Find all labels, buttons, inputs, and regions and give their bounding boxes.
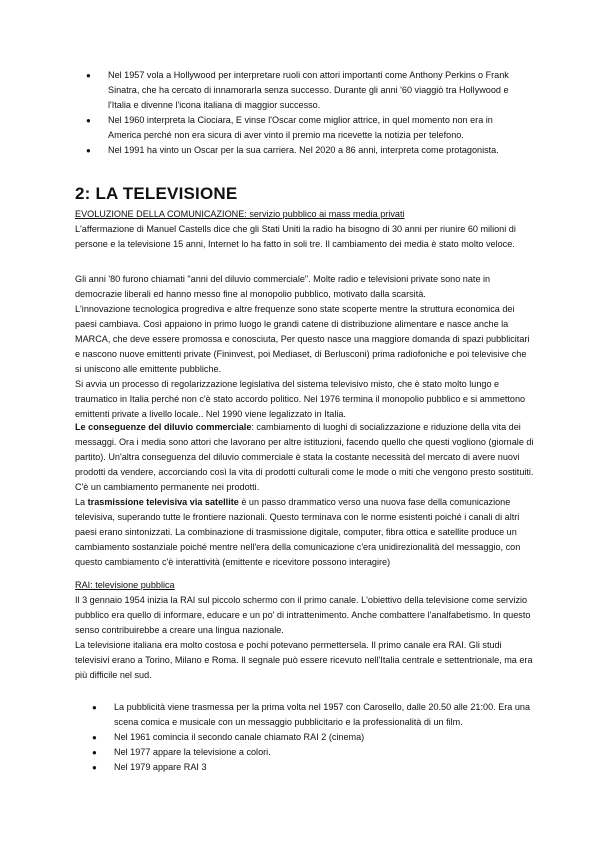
satellite-lead: trasmissione televisiva via satellite [87,497,239,507]
list-item: ● Nel 1957 vola a Hollywood per interpretare ruoli con attori importanti come Anthony Perkins o Frank Sinatra, che ha cercato di innamorarla senza successo. Durante gli anni '60 viaggiò tra Hollywood e l'Italia e divenne l'icona italiana di maggior successo. [86,70,509,110]
rai-heading: RAI: televisione pubblica [75,580,175,590]
bullet-icon: ● [92,733,97,742]
evolution-heading: EVOLUZIONE DELLA COMUNICAZIONE: servizio pubblico ai mass media privati [75,209,405,219]
section-title: 2: LA TELEVISIONE [75,184,238,203]
list-item: ● La pubblicità viene trasmessa per la prima volta nel 1957 con Carosello, dalle 20.50 alle 21:00. Era una scena comica e musicale con un messaggio pubblicitario e la professionalità di un film. [92,702,531,727]
bullet-icon: ● [92,763,97,772]
intro-bullet-list [86,68,526,158]
bullet-icon: ● [92,703,97,712]
consequences-lead: Le conseguenze del diluvio commerciale [75,422,252,432]
consequences-paragraph: Le conseguenze del diluvio commerciale: cambiamento di luoghi di socializzazione e riduzione della vita dei messaggi. Ora i media sono attori che lavorano per altre istituzioni, facendo quello che questi vogliono (giornale di partito). Un'altra conseguenza del diluvio commerciale è stata la costante necessità del mercato di avere nuovi prodotti da vendere, accorciando così la vita di prodotti culturali come le mode o miti che vengono presto sostituiti. C'è un cambiamento permanente nei prodotti. [75,422,534,492]
bullet-icon: ● [86,146,91,155]
list-item: ● Nel 1960 interpreta la Ciociara, E vinse l'Oscar come miglior attrice, in quel momento non era in America perché non era sicura di aver vinto il premio ma ricevette la notizia per telefono. [86,115,493,140]
list-item: ● Nel 1991 ha vinto un Oscar per la sua carriera. Nel 2020 a 86 anni, interpreta come protagonista. [86,143,526,158]
rai-bullet-list [92,700,532,775]
rai-section [75,578,535,683]
list-item: ● Nel 1961 comincia il secondo canale chiamato RAI 2 (cinema) [92,730,532,745]
rai-paragraph-2: La televisione italiana era molto costosa e pochi potevano permettersela. Il primo canale era RAI. Gli studi televisivi erano a Torino, Milano e Roma. Il segnale può essere ricevuto nell'Italia centrale e settentrionale, ma era più difficile nel sud. [75,640,533,680]
bullet-icon: ● [86,116,91,125]
commercial-flood-paragraph: Gli anni '80 furono chiamati "anni del diluvio commerciale". Molte radio e televisioni private sono nate in democrazie liberali ed hanno messo fine al monopolio pubblico, motivato dalla scarsità. [75,274,491,299]
commercial-flood-section [75,272,535,422]
list-item: ● Nel 1979 appare RAI 3 [92,760,532,775]
rai-lead: Il 3 gennaio 1954 inizia la RAI sul piccolo schermo con il primo canale. [75,595,359,605]
regulation-paragraph: Si avvia un processo di regolarizzazione legislativa del sistema televisivo misto, che è stato molto lungo e traumatico in Italia perché non c'è stato accordo politico. Nel 1976 termina il monopolio pubblico e si ammettono emittenti private a livello locale.. Nel 1990 viene legalizzato in Italia. [75,379,526,419]
innovation-paragraph: L'innovazione tecnologica progrediva e altre frequenze sono state scoperte mentre la struttura economica dei paesi cambiava. Così appaiono in primo luogo le grandi catene di distribuzione alimentare e nasce anche la MARCA, che deve essere promossa e conosciuta, Per questo nasce una maggiore domanda di spazi pubblicitari e nascono nuove emittenti private (Fininvest, poi Mediaset, di Berlusconi) prima radiofoniche e poi televisive che si uniscono alle emittente pubbliche. [75,304,530,374]
satellite-paragraph: La trasmissione televisiva via satellite è un passo drammatico verso una nuova fase della comunicazione televisiva, superando tutte le frontiere nazionali. Questo terminava con le norme esistenti poiché i canali di altri paesi erano sintonizzati. La combinazione di trasmissione digitale, computer, fibra ottica e satellite produce un cambiamento sostanziale poiché mentre nell'era della comunicazione c'era unidirezionalità del messaggio, con questo cambiamento c'è interattività (emittente e ricevitore possono interagire) [75,497,521,567]
rai-paragraph: Il 3 gennaio 1954 inizia la RAI sul piccolo schermo con il primo canale. L'obiettivo della televisione come servizio pubblico era quello di informare, educare e un po' di intrattenimento. Anche combattere l'analfabetismo. In questo senso contribuirebbe a creare una lingua nazionale. [75,595,531,635]
consequences-section [75,420,535,570]
evolution-section [75,207,535,252]
bullet-icon: ● [92,748,97,757]
list-item: ● Nel 1977 appare la televisione a colori. [92,745,532,760]
evolution-paragraph: L'affermazione di Manuel Castells dice che gli Stati Uniti la radio ha bisogno di 30 anni per riunire 60 milioni di persone e la televisione 15 anni, Internet lo ha fatto in soli tre. Il cambiamento dei media è stato molto veloce. [75,224,516,249]
bullet-icon: ● [86,71,91,80]
commercial-flood-lead: Gli anni '80 furono chiamati "anni del diluvio commerciale". [75,274,311,284]
